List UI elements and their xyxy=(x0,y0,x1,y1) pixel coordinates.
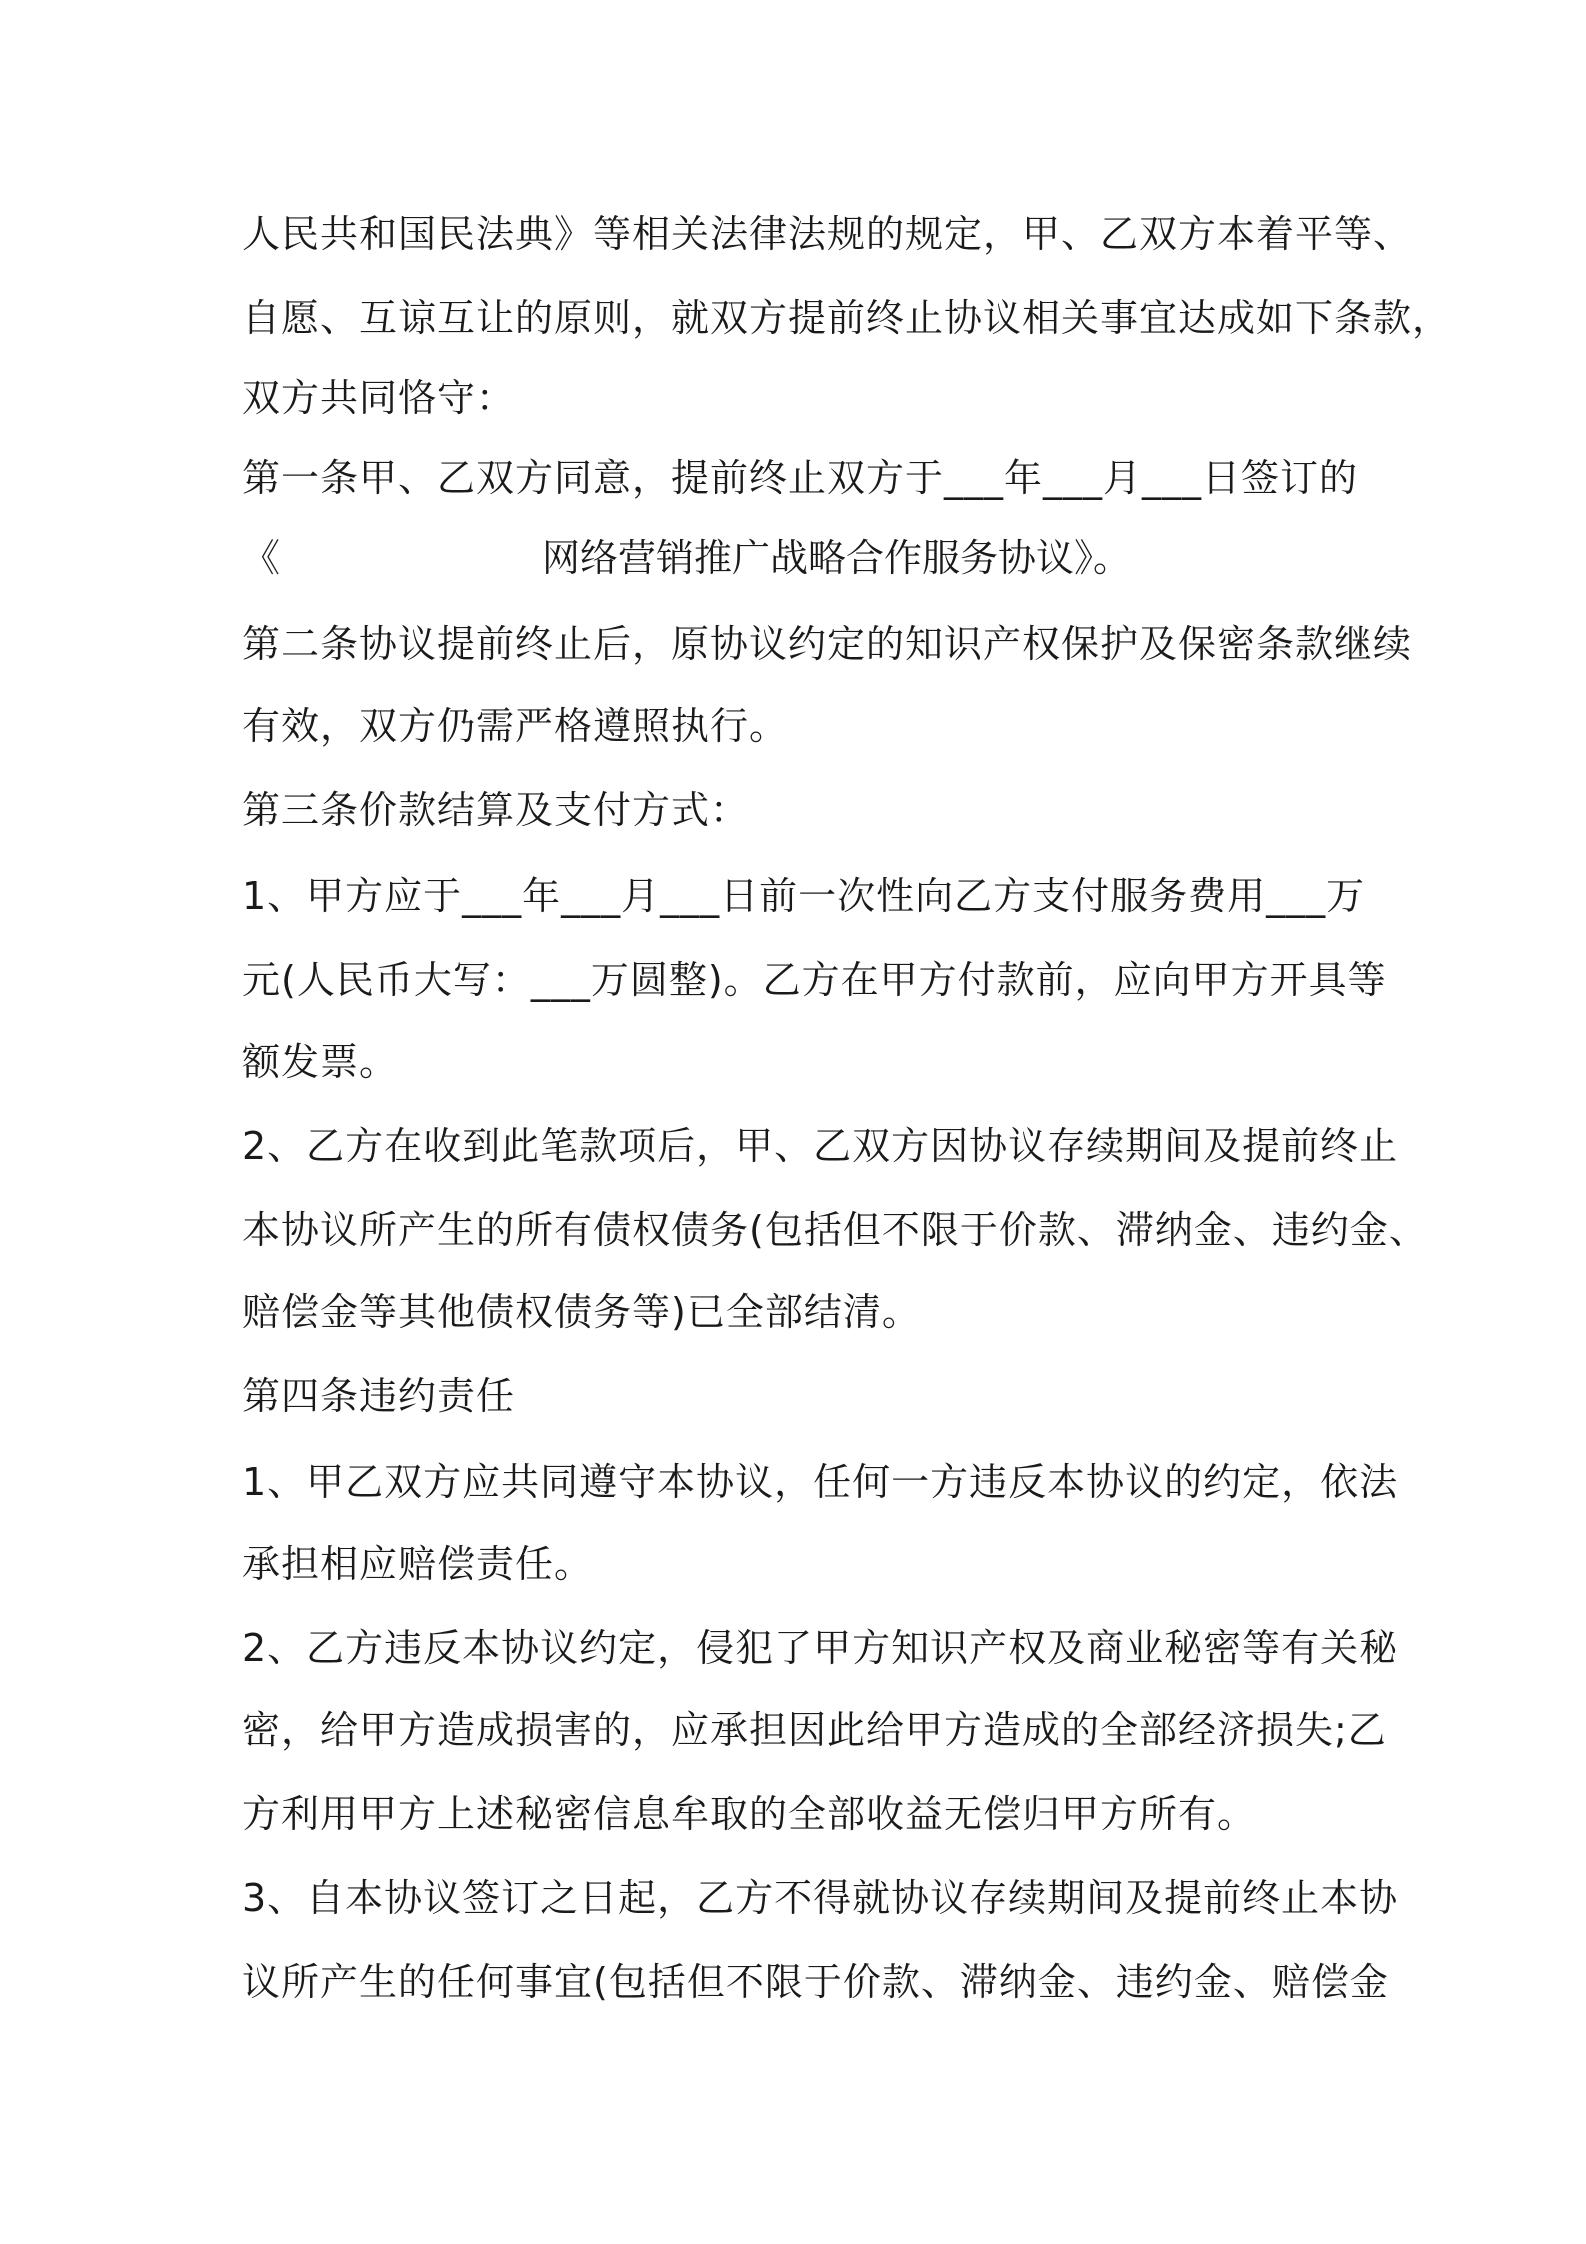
text-line: 3、自本协议签订之日起，乙方不得就协议存续期间及提前终止本协 xyxy=(242,1876,1399,1920)
text-line: 人民共和国民法典》等相关法律法规的规定，甲、乙双方本着平等、 xyxy=(242,212,1413,256)
agreement-title-open-quote: 《 xyxy=(242,536,281,580)
text-line: 有效，双方仍需严格遵照执行。 xyxy=(242,704,789,748)
text-line: 自愿、互谅互让的原则，就双方提前终止协议相关事宜达成如下条款， xyxy=(242,296,1452,340)
text-line: 议所产生的任何事宜(包括但不限于价款、滞纳金、违约金、赔偿金 xyxy=(242,1960,1389,2004)
text-line: 2、乙方在收到此笔款项后，甲、乙双方因协议存续期间及提前终止 xyxy=(242,1124,1399,1168)
text-line: 双方共同恪守： xyxy=(242,376,516,420)
text-line: 赔偿金等其他债权债务等)已全部结清。 xyxy=(242,1290,921,1334)
text-line: 第一条甲、乙双方同意，提前终止双方于___年___月___日签订的 xyxy=(242,456,1359,500)
text-line: 2、乙方违反本协议约定，侵犯了甲方知识产权及商业秘密等有关秘 xyxy=(242,1626,1399,1670)
text-line: 元(人民币大写：___万圆整)。乙方在甲方付款前，应向甲方开具等 xyxy=(242,958,1387,1002)
text-line: 1、甲方应于___年___月___日前一次性向乙方支付服务费用___万 xyxy=(242,874,1366,918)
text-line: 第四条违约责任 xyxy=(242,1374,516,1418)
text-line: 额发票。 xyxy=(242,1040,399,1084)
text-line: 承担相应赔偿责任。 xyxy=(242,1542,594,1586)
text-line: 密，给甲方造成损害的，应承担因此给甲方造成的全部经济损失;乙 xyxy=(242,1708,1387,1752)
text-line: 第三条价款结算及支付方式： xyxy=(242,788,750,832)
text-line: 1、甲乙双方应共同遵守本协议，任何一方违反本协议的约定，依法 xyxy=(242,1460,1399,1504)
text-line: 第二条协议提前终止后，原协议约定的知识产权保护及保密条款继续 xyxy=(242,622,1413,666)
agreement-title: 网络营销推广战略合作服务协议》。 xyxy=(542,536,1132,580)
text-line: 方利用甲方上述秘密信息牟取的全部收益无偿归甲方所有。 xyxy=(242,1792,1257,1836)
text-line: 本协议所产生的所有债权债务(包括但不限于价款、滞纳金、违约金、 xyxy=(242,1208,1428,1252)
